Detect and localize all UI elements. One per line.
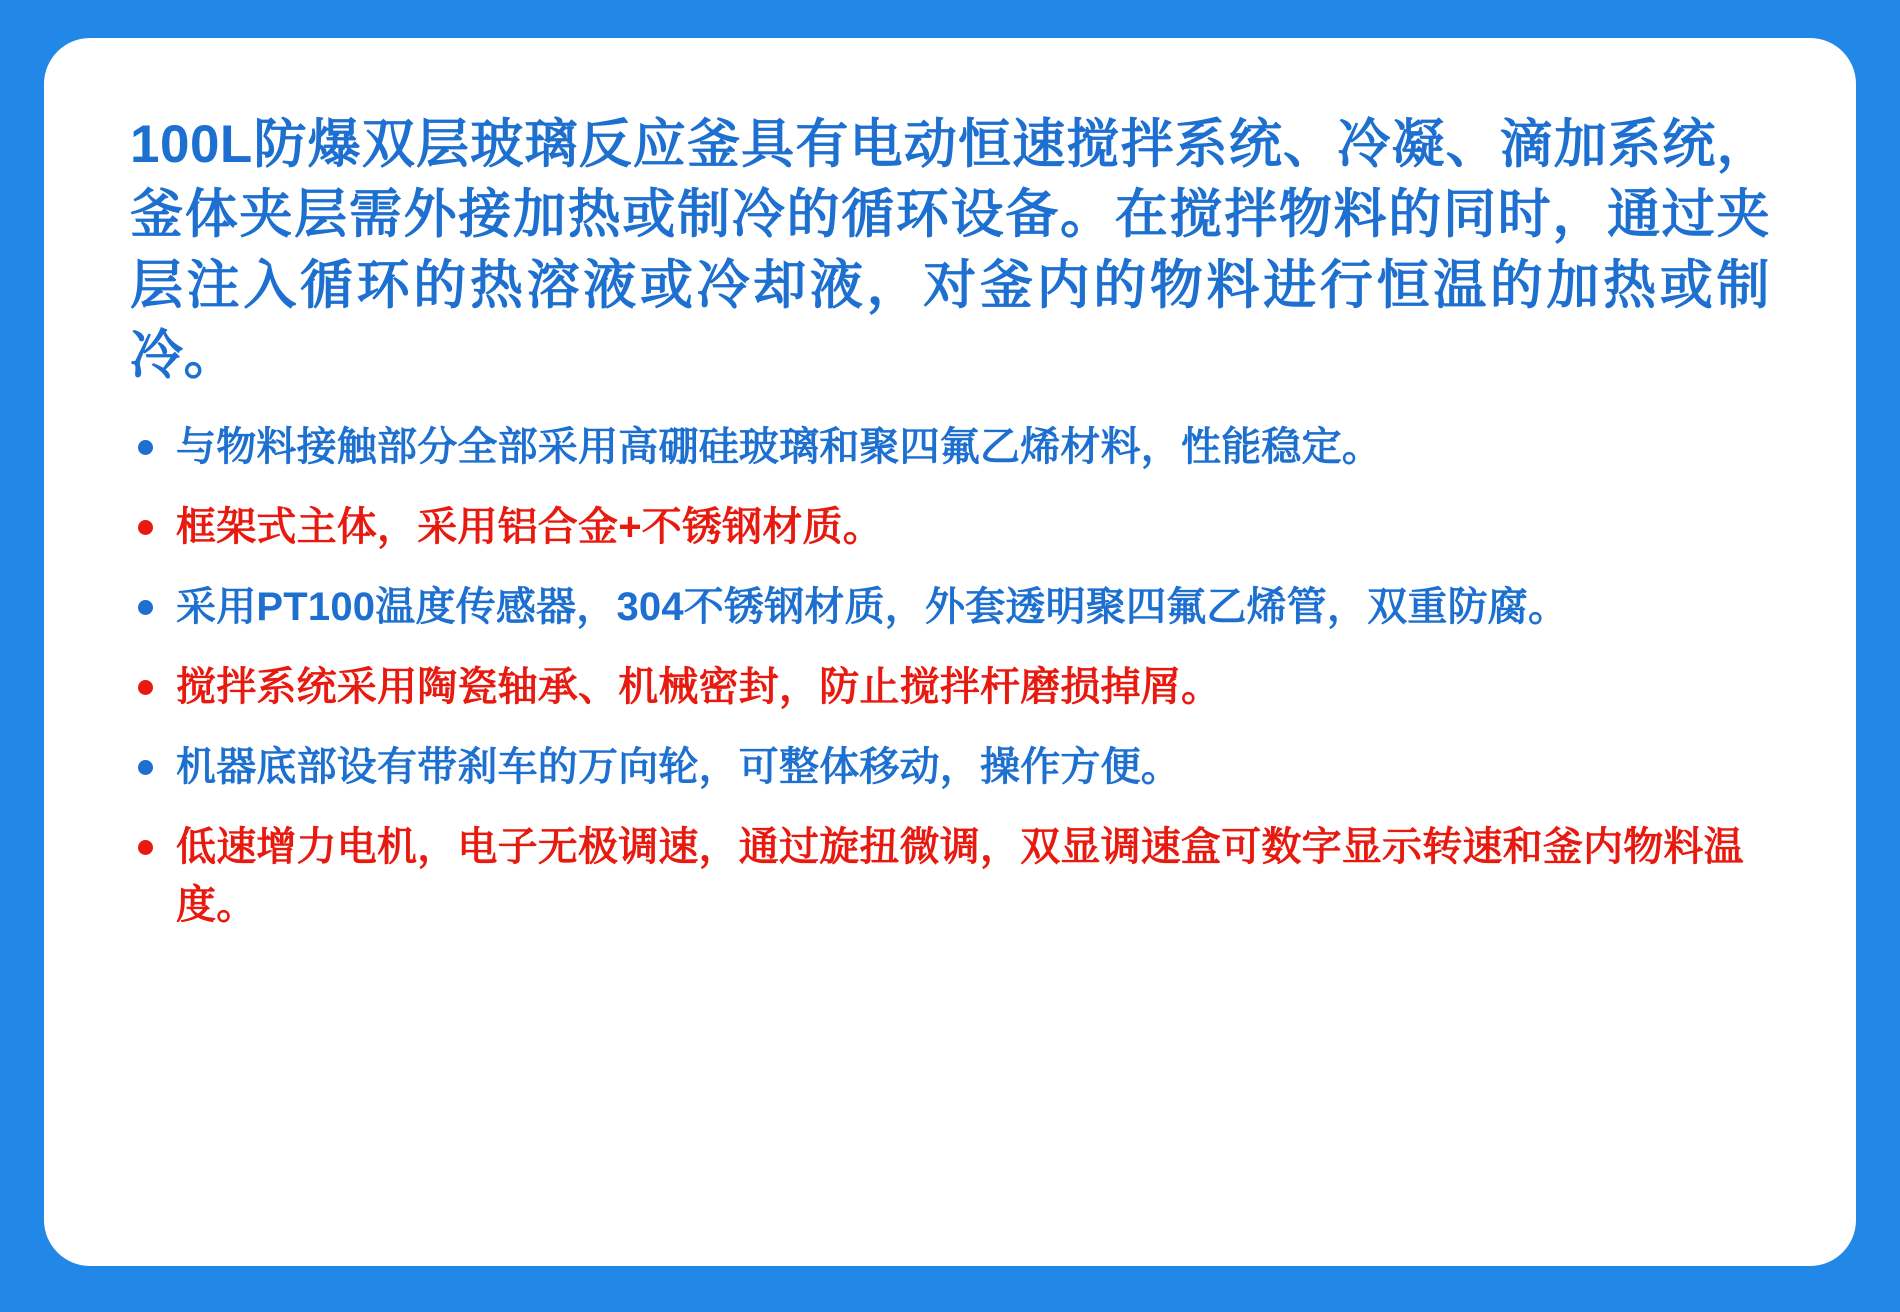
list-item-text: 采用PT100温度传感器，304不锈钢材质，外套透明聚四氟乙烯管，双重防腐。	[176, 584, 1569, 629]
bullet-dot-icon	[138, 680, 153, 695]
bullet-dot-icon	[138, 760, 153, 775]
list-item-text: 框架式主体，采用铝合金+不锈钢材质。	[176, 504, 883, 549]
list-item	[130, 658, 1770, 716]
list-item	[130, 418, 1770, 476]
list-item-text: 低速增力电机，电子无极调速，通过旋扭微调，双显调速盒可数字显示转速和釜内物料温度。	[176, 824, 1744, 927]
list-item-text: 与物料接触部分全部采用高硼硅玻璃和聚四氟乙烯材料，性能稳定。	[176, 424, 1382, 469]
bullet-dot-icon	[138, 840, 153, 855]
bullet-dot-icon	[138, 520, 153, 535]
list-item	[130, 738, 1770, 796]
list-item	[130, 498, 1770, 556]
list-item-text: 搅拌系统采用陶瓷轴承、机械密封，防止搅拌杆磨损掉屑。	[176, 664, 1222, 709]
intro-paragraph: 100L防爆双层玻璃反应釜具有电动恒速搅拌系统、冷凝、滴加系统，釜体夹层需外接加热或制冷的循环设备。在搅拌物料的同时，通过夹层注入循环的热溶液或冷却液，对釜内的物料进行恒温的加热或制冷。	[130, 115, 1770, 386]
bullet-dot-icon	[138, 440, 153, 455]
list-item	[130, 818, 1770, 934]
list-item	[130, 578, 1770, 636]
bullet-dot-icon	[138, 600, 153, 615]
list-item-text: 机器底部设有带刹车的万向轮，可整体移动，操作方便。	[176, 744, 1181, 789]
feature-list	[130, 418, 1770, 934]
content-card	[44, 38, 1856, 1266]
